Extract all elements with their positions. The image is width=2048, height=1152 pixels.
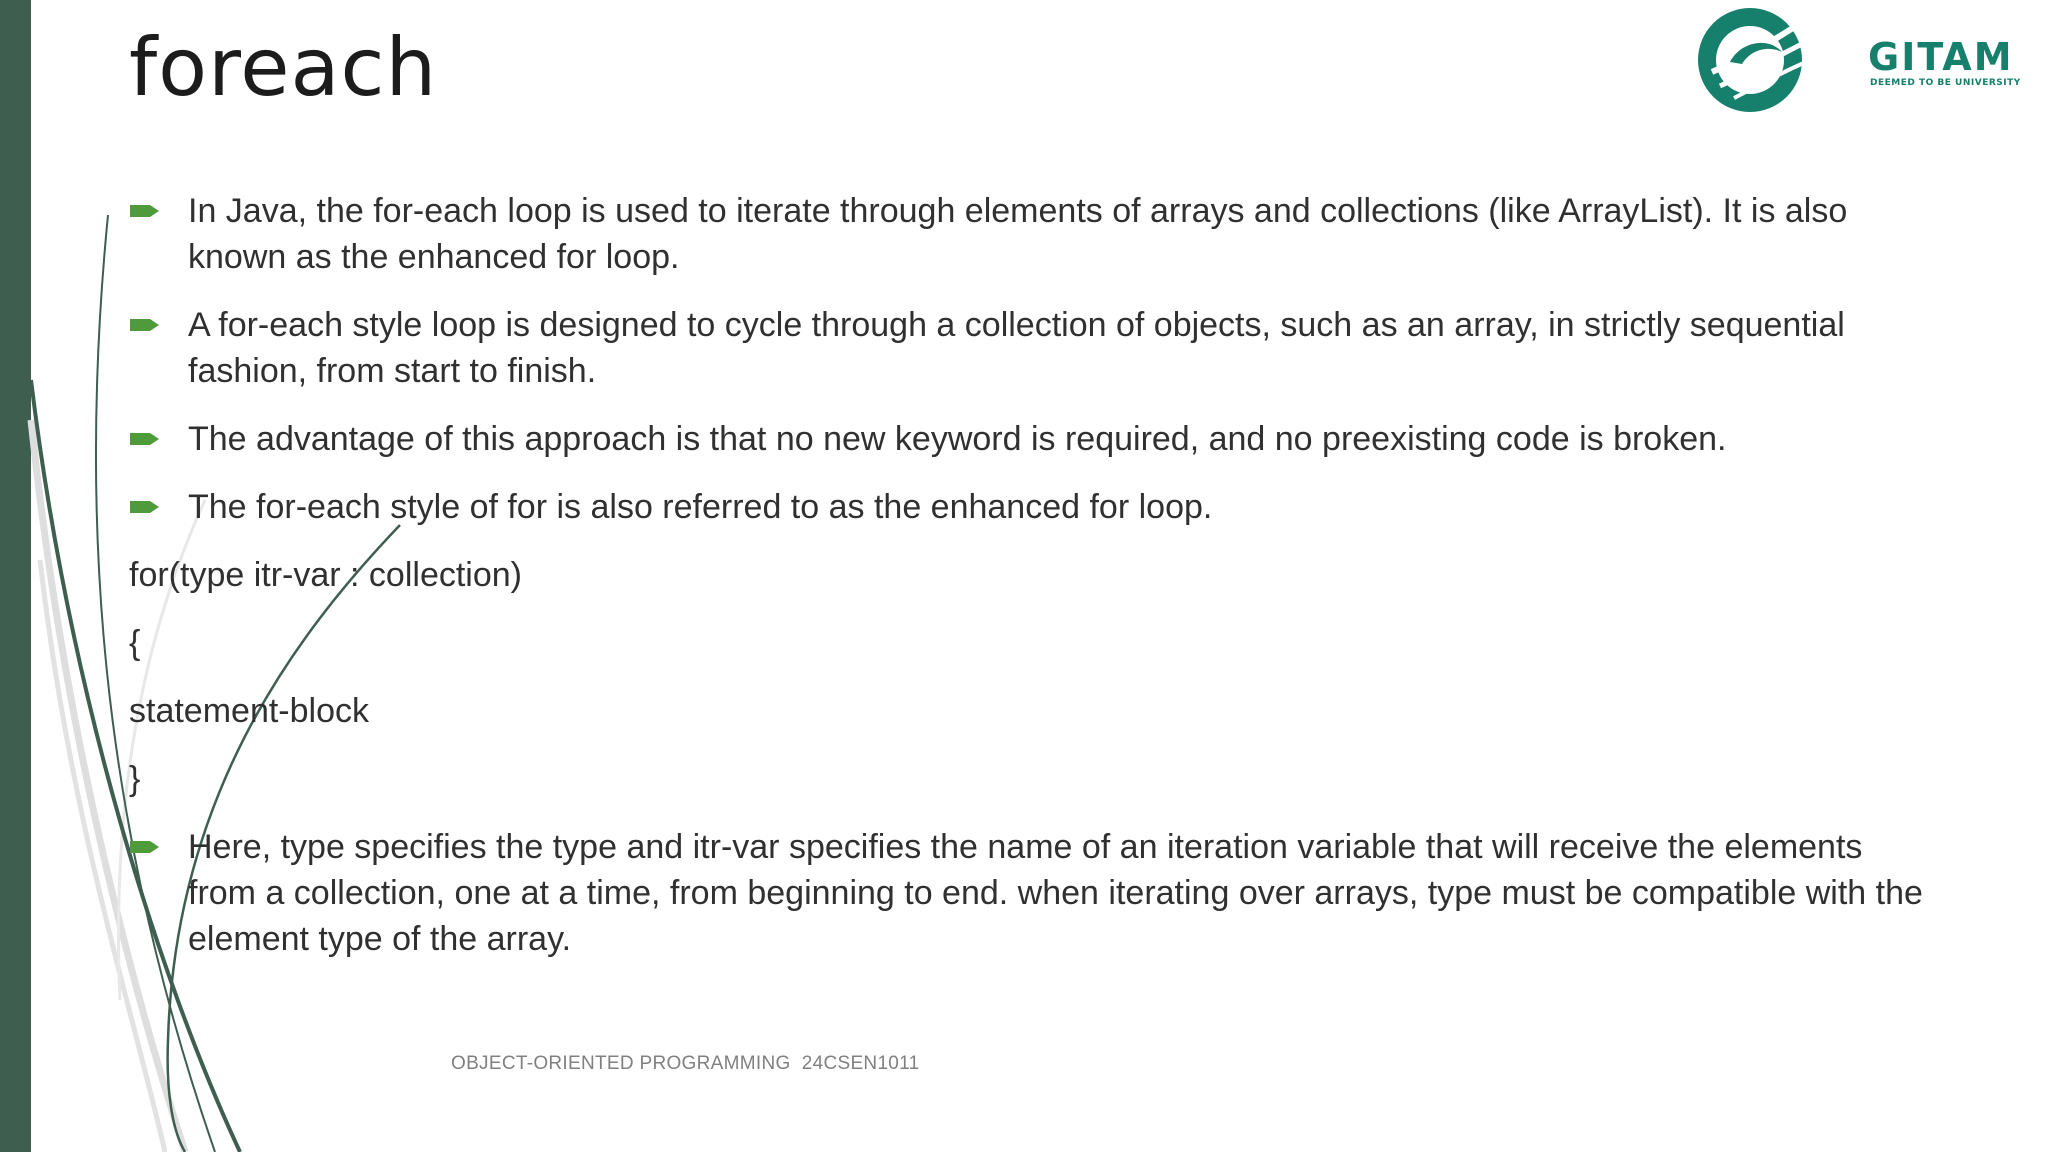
syntax-line: statement-block	[129, 692, 369, 730]
arrow-bullet-icon	[130, 839, 160, 855]
bullet-text: The advantage of this approach is that no new keyword is required, and no preexisting code is broken.	[188, 420, 1727, 458]
arrow-bullet-icon	[130, 317, 160, 333]
left-accent-bar	[0, 0, 31, 1152]
gitam-logo	[1690, 0, 2042, 120]
bullet-text: A for-each style loop is designed to cycle through a collection of objects, such as an array, in strictly sequential fashion, from start to finish.	[188, 306, 1845, 390]
bullet-item	[129, 416, 1929, 462]
bullet-item	[129, 824, 1929, 962]
bullet-text: The for-each style of for is also referred to as the enhanced for loop.	[188, 488, 1213, 526]
slide-content	[129, 188, 1929, 984]
syntax-line: {	[129, 624, 141, 662]
logo-name: GITAM	[1868, 35, 2014, 79]
bullet-item	[129, 188, 1929, 280]
slide-footer: OBJECT-ORIENTED PROGRAMMING 24CSEN1011	[451, 1053, 920, 1074]
bullet-text: Here, type specifies the type and itr-var specifies the name of an iteration variable that will receive the elements from a collection, one at a time, from beginning to end. when iterating over arrays, type must be compatible with the element type of the array.	[188, 828, 1923, 958]
syntax-line: for(type itr-var : collection)	[129, 556, 522, 594]
bullet-text: In Java, the for-each loop is used to iterate through elements of arrays and collections (like ArrayList). It is also known as the enhanced for loop.	[188, 192, 1848, 276]
logo-tagline: DEEMED TO BE UNIVERSITY	[1870, 78, 2021, 88]
bullet-item	[129, 484, 1929, 530]
syntax-line: }	[129, 760, 141, 798]
arrow-bullet-icon	[130, 203, 160, 219]
slide-title: foreach	[129, 21, 438, 114]
arrow-bullet-icon	[130, 499, 160, 515]
bullet-item	[129, 302, 1929, 394]
gitam-logo-icon	[1690, 2, 1808, 118]
arrow-bullet-icon	[130, 431, 160, 447]
